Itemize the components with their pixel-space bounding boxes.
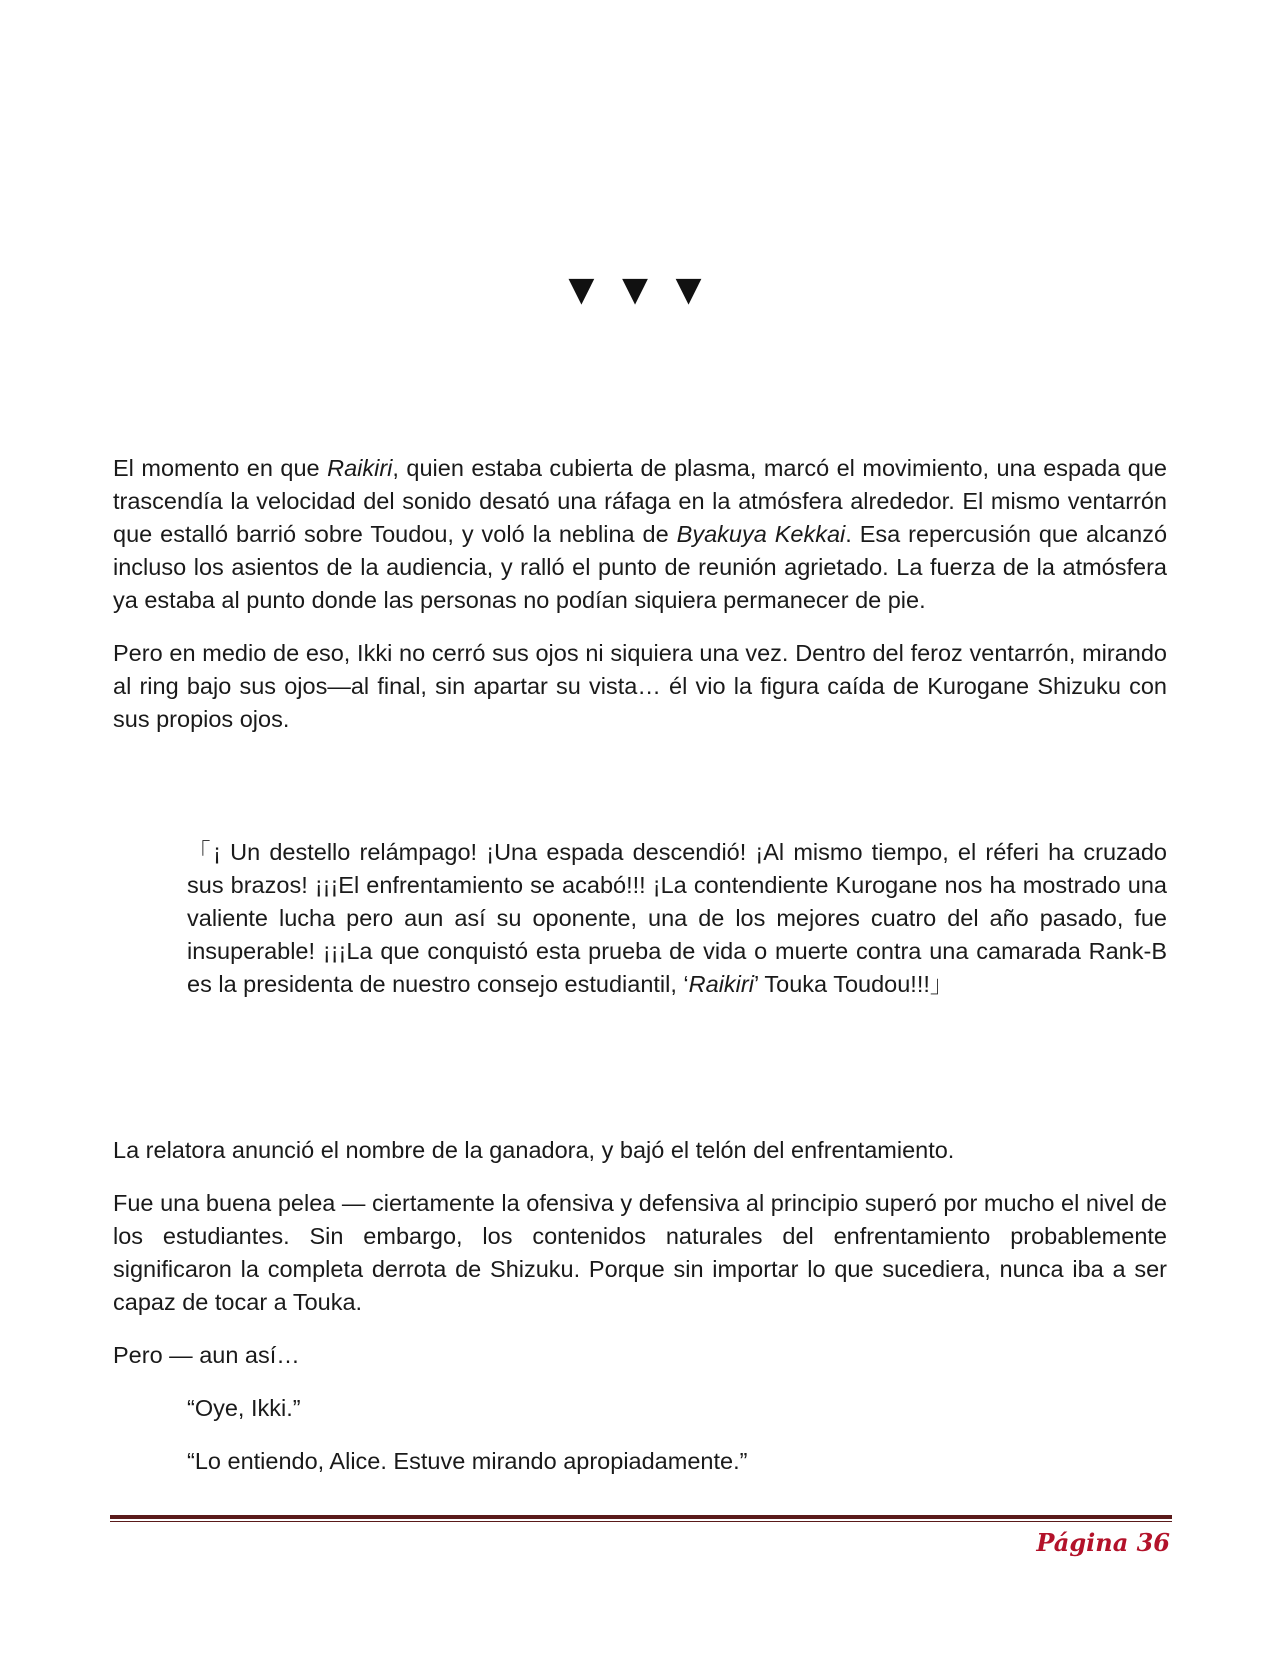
text-run: Pero en medio de eso, Ikki no cerró sus ojos ni siquiera una vez. Dentro del feroz ventarrón, mirando al ring bajo sus ojos—al final, sin apartar su vista… él vio la figura caída de Kurogane Shizuku con sus propios ojos. xyxy=(113,640,1167,732)
text-run: ’ Touka Toudou!!!」 xyxy=(753,971,954,997)
dialogue-line-1: “Oye, Ikki.” xyxy=(187,1395,301,1421)
italic-term: Raikiri xyxy=(688,971,754,997)
italic-term: Byakuya Kekkai xyxy=(676,521,846,547)
text-run: , quien estaba cubierta de plasma, marcó el movimiento, una espada que trascendía la velocidad del sonido desató una ráfaga en la atmósfera alrededor. El mismo ventarrón que estalló barrió sobre Toudou, y voló la neblina de xyxy=(113,455,1167,547)
paragraph-4: Fue una buena pelea — ciertamente la ofensiva y defensiva al principio superó por mucho el nivel de los estudiantes. Sin embargo, los contenidos naturales del enfrentamiento probablemente significaron la completa derrota de Shizuku. Porque sin importar lo que sucediera, nunca iba a ser capaz de tocar a Touka. xyxy=(113,1190,1167,1315)
dialogue-line-2: “Lo entiendo, Alice. Estuve mirando apropiadamente.” xyxy=(187,1448,748,1474)
footer-rule-thick xyxy=(110,1515,1172,1519)
text-run: . Esa repercusión que alcanzó incluso los asientos de la audiencia, y ralló el punto de reunión agrietado. La fuerza de la atmósfera ya estaba al punto donde las personas no podían siquiera permanecer de pie. xyxy=(113,521,1168,613)
page-number: Página 36 xyxy=(1036,1528,1170,1557)
section-separator: ▼▼▼ xyxy=(559,265,721,314)
body-text-top xyxy=(113,452,1167,756)
footer-rule xyxy=(110,1515,1172,1522)
paragraph-2 xyxy=(113,637,1167,736)
paragraph-3: La relatora anunció el nombre de la ganadora, y bajó el telón del enfrentamiento. xyxy=(113,1137,955,1163)
italic-term: Raikiri xyxy=(327,455,393,481)
footer-rule-thin xyxy=(110,1521,1172,1522)
paragraph-5: Pero — aun así… xyxy=(113,1342,300,1368)
paragraph-1 xyxy=(113,452,1167,617)
text-run: El momento en que xyxy=(113,455,328,481)
announcer-quote xyxy=(187,836,1167,1001)
body-text-bottom xyxy=(113,1134,1167,1498)
text-run: 「¡ Un destello relámpago! ¡Una espada descendió! ¡Al mismo tiempo, el réferi ha cruzado sus brazos! ¡¡¡El enfrentamiento se acabó!!! ¡La contendiente Kurogane nos ha mostrado una valiente lucha pero aun así su oponente, una de los mejores cuatro del año pasado, fue insuperable! ¡¡¡La que conquistó esta prueba de vida o muerte contra una camarada Rank-B es la presidenta de nuestro consejo estudiantil, ‘ xyxy=(187,839,1167,997)
